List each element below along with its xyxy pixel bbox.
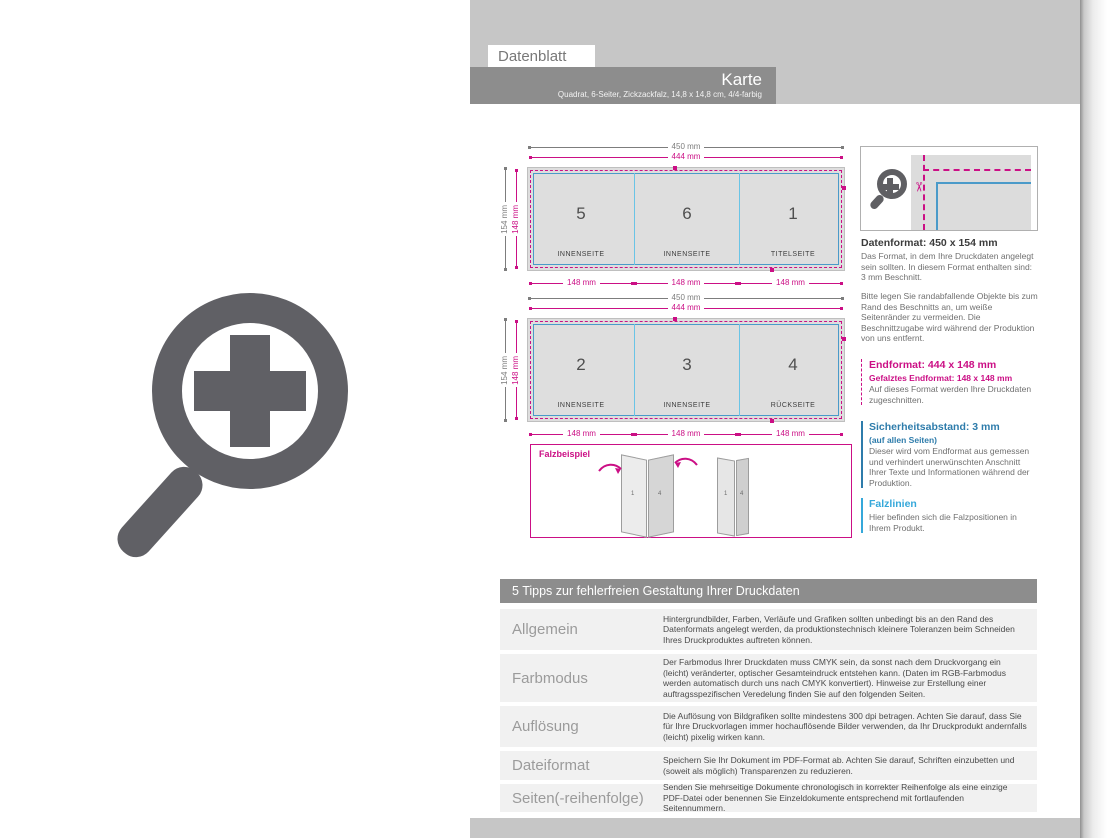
tips-header-label: 5 Tipps zur fehlerfreien Gestaltung Ihrer Druckdaten	[512, 584, 800, 598]
tip-text: Hintergrundbilder, Farben, Verläufe und Grafiken sollten unbedingt bis an den Rand des Datenformats angelegt werden, da produktionstechnisch kleinere Toleranzen beim Schneiden Ihres Druckproduktes auftreten können.	[663, 613, 1015, 645]
corner-detail-art	[911, 155, 1031, 230]
dim-label: 148 mm	[671, 278, 701, 287]
tip-label: Farbmodus	[512, 669, 588, 687]
endformat-subheading: Gefalztes Endformat: 148 x 148 mm	[869, 373, 1013, 383]
dim-panel-width	[634, 278, 738, 288]
scissors-icon: ✂	[911, 181, 927, 193]
dim-panel-width	[738, 278, 843, 288]
panel-caption: RÜCKSEITE	[770, 402, 816, 409]
cut-marker	[673, 317, 677, 321]
magnifier-handle	[110, 460, 209, 564]
fold-illustration-panel	[736, 458, 749, 536]
panel-number: 5	[576, 204, 586, 223]
panel-number: 4	[788, 355, 798, 374]
safety-subheading: (auf allen Seiten)	[869, 435, 938, 445]
tip-text: Die Auflösung von Bildgrafiken sollte mindestens 300 dpi betragen. Achten Sie darauf, dass Sie für Ihre Druckvorlagen immer hochauflösende Bilder verwenden, da Ihr Druckprodukt andernfalls (leicht) pixelig wirken kann.	[663, 710, 1027, 742]
fold-example-label: Falzbeispiel	[539, 449, 591, 459]
dim-panel-width	[738, 429, 843, 439]
dim-label: 154 mm	[500, 204, 509, 234]
fold-sheet-front	[527, 167, 845, 271]
dim-label: 444 mm	[671, 152, 701, 161]
dim-label: 450 mm	[671, 293, 701, 302]
dim-label: 154 mm	[500, 355, 509, 385]
safety-line	[936, 182, 1031, 184]
plus-icon	[230, 335, 270, 447]
datenformat-body: Das Format, in dem Ihre Druckdaten angelegt sein sollten. In diesem Format enthalten sind: 3 mm Beschnitt.	[861, 251, 1034, 282]
dim-endformat-height-1	[511, 169, 521, 269]
footer-gray-band	[470, 818, 1080, 838]
safety-body: Dieser wird vom Endformat aus gemessen und verhindert unerwünschten Anschnitt Ihrer Texte und Informationen während der Produktion.	[869, 446, 1030, 488]
product-subtitle: Quadrat, 6-Seiter, Zickzackfalz, 14,8 x 14,8 cm, 4/4-farbig	[557, 90, 762, 99]
tips-header	[500, 579, 1037, 603]
bleed-note: Bitte legen Sie randabfallende Objekte bis zum Rand des Beschnitts an, um weiße Seitenränder zu vermeiden. Die Beschnittzugabe wird während der Produktion von uns entfernt.	[861, 291, 1038, 343]
panel-number: 2	[576, 355, 586, 374]
zoom-detail-box	[860, 146, 1038, 231]
panel-number: 3	[682, 355, 692, 374]
fold-panel-digit: 4	[740, 491, 744, 497]
cut-marker	[673, 166, 677, 170]
tip-label: Allgemein	[512, 621, 578, 638]
product-title: Karte	[721, 70, 762, 89]
foldlines-heading: Falzlinien	[869, 498, 917, 510]
cut-marker	[770, 268, 774, 272]
endformat-heading: Endformat: 444 x 148 mm	[869, 359, 997, 371]
fold-panel-digit: 4	[658, 491, 662, 497]
safety-heading: Sicherheitsabstand: 3 mm	[869, 421, 1000, 433]
table-row	[500, 706, 1037, 747]
fold-arrow-icon	[597, 461, 623, 477]
datenblatt-tab	[488, 45, 595, 68]
foldlines-section	[861, 498, 1038, 533]
dim-endformat-height-2	[511, 320, 521, 420]
panel-number: 1	[788, 204, 798, 223]
panel-caption: INNENSEITE	[663, 251, 711, 258]
fold-illustration-panel	[717, 457, 735, 536]
dim-endformat-width-2	[529, 303, 843, 313]
table-row	[500, 654, 1037, 702]
bleed-note-section	[861, 291, 1038, 344]
fold-panel-digit: 1	[724, 491, 728, 497]
panel-caption: INNENSEITE	[557, 251, 605, 258]
panel-number: 6	[682, 204, 692, 223]
dim-endformat-width-1	[529, 152, 843, 162]
safety-section	[861, 421, 1038, 488]
product-title-bar	[470, 67, 776, 104]
dim-panel-width	[529, 278, 634, 288]
table-row	[500, 751, 1037, 780]
datenformat-section	[861, 237, 1038, 283]
endformat-body: Auf dieses Format werden Ihre Druckdaten zugeschnitten.	[869, 384, 1032, 405]
dim-datenformat-width-1	[528, 142, 844, 152]
foldlines-body: Hier befinden sich die Falzpositionen in Ihrem Produkt.	[869, 512, 1017, 533]
tip-text: Senden Sie mehrseitige Dokumente chronologisch in korrekter Reihenfolge als eine einzige PDF-Datei oder benennen Sie Einzeldokumente entsprechend mit fortlaufenden Seitennummern.	[663, 782, 1008, 814]
tip-label: Auflösung	[512, 718, 579, 735]
dim-label: 444 mm	[671, 303, 701, 312]
dim-label: 450 mm	[671, 142, 701, 151]
fold-arrow-icon	[673, 455, 699, 471]
datenformat-heading: Datenformat: 450 x 154 mm	[861, 237, 998, 249]
cut-marker	[842, 186, 846, 190]
page-edge-shadow	[1080, 0, 1110, 838]
tip-text: Speichern Sie Ihr Dokument im PDF-Format ab. Achten Sie darauf, Schriften einzubetten und (soweit als möglich) Transparenzen zu reduzieren.	[663, 755, 1015, 776]
tip-label: Seiten(-reihenfolge)	[512, 789, 644, 807]
panel-caption: TITELSEITE	[770, 251, 816, 258]
dim-datenformat-width-2	[528, 293, 844, 303]
fold-example-box	[530, 444, 852, 538]
dim-datenformat-height-2	[500, 318, 510, 422]
table-row	[500, 609, 1037, 650]
dim-label: 148 mm	[567, 429, 596, 438]
dim-label: 148 mm	[567, 278, 596, 287]
dim-label: 148 mm	[776, 278, 805, 287]
dim-label: 148 mm	[776, 429, 805, 438]
dim-panel-width	[529, 429, 634, 439]
fold-panel-digit: 1	[631, 491, 635, 497]
plus-icon	[887, 178, 893, 196]
dim-label: 148 mm	[671, 429, 701, 438]
bleed-dash-line	[923, 169, 1031, 171]
panel-caption: INNENSEITE	[557, 402, 605, 409]
endformat-section	[861, 359, 1038, 405]
tip-text: Der Farbmodus Ihrer Druckdaten muss CMYK sein, da sonst nach dem Druckvorgang ein (leicht) veränderter, optischer Gesamteindruck entstehen kann. (Daten im RGB-Farbmodus werden automatisch durch uns nach CMYK konvertiert). Hinweise zur Erstellung einer auftragsspezifischen Veredelung finden Sie auf den folgenden Seiten.	[663, 657, 1006, 699]
dim-panel-width	[634, 429, 738, 439]
cut-marker	[770, 419, 774, 423]
datenblatt-tab-label: Datenblatt	[498, 48, 567, 65]
panel-caption: INNENSEITE	[663, 402, 711, 409]
table-row	[500, 784, 1037, 812]
fold-sheet-back	[527, 318, 845, 422]
dim-label: 148 mm	[511, 204, 520, 234]
cut-marker	[842, 337, 846, 341]
dim-label: 148 mm	[511, 355, 520, 385]
tip-label: Dateiformat	[512, 757, 590, 774]
dim-datenformat-height-1	[500, 167, 510, 271]
safety-line	[936, 182, 938, 230]
